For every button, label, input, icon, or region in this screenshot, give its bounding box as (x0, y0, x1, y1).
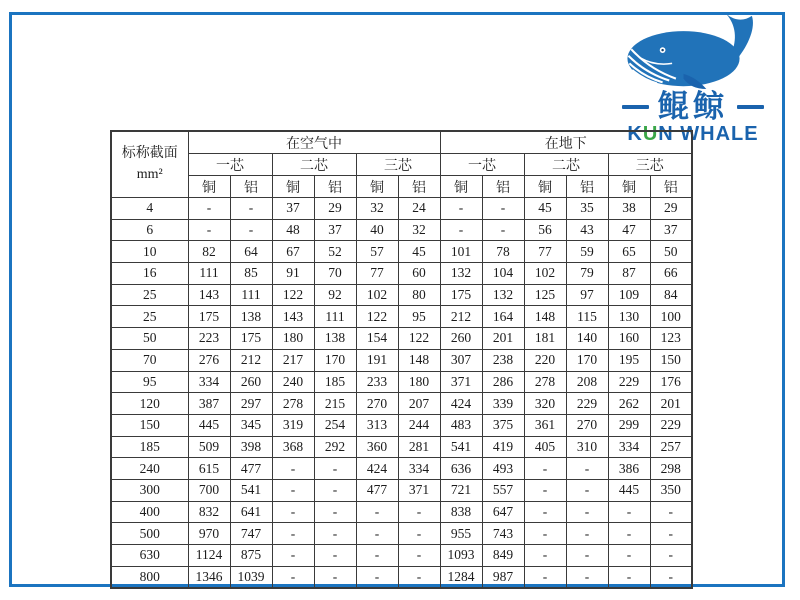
value-cell: - (398, 523, 440, 545)
table-row (111, 545, 692, 567)
logo-right-dash (737, 105, 764, 109)
value-cell: 970 (188, 523, 230, 545)
value-cell: 298 (650, 458, 692, 480)
value-cell: 148 (398, 349, 440, 371)
value-cell: 180 (272, 328, 314, 350)
header-row-groups (111, 131, 692, 154)
value-cell: 360 (356, 436, 398, 458)
value-cell: 185 (314, 371, 356, 393)
value-cell: 278 (272, 393, 314, 415)
value-cell: - (482, 219, 524, 241)
size-cell: 400 (111, 501, 188, 523)
value-cell: 419 (482, 436, 524, 458)
material-header: 铜 (356, 176, 398, 198)
value-cell: 150 (650, 349, 692, 371)
core-header: 一芯 (188, 154, 272, 176)
value-cell: - (608, 523, 650, 545)
value-cell: 100 (650, 306, 692, 328)
value-cell: 195 (608, 349, 650, 371)
value-cell: - (356, 501, 398, 523)
value-cell: 148 (524, 306, 566, 328)
value-cell: 350 (650, 479, 692, 501)
value-cell: 270 (356, 393, 398, 415)
value-cell: - (314, 523, 356, 545)
value-cell: 111 (188, 263, 230, 285)
value-cell: 102 (524, 263, 566, 285)
table-row (111, 523, 692, 545)
table-row (111, 219, 692, 241)
material-header: 铝 (398, 176, 440, 198)
value-cell: 636 (440, 458, 482, 480)
value-cell: - (398, 501, 440, 523)
value-cell: 47 (608, 219, 650, 241)
value-cell: - (524, 458, 566, 480)
core-header: 二芯 (524, 154, 608, 176)
value-cell: - (398, 545, 440, 567)
logo-en-u: U (642, 123, 659, 145)
value-cell: 138 (314, 328, 356, 350)
value-cell: 223 (188, 328, 230, 350)
value-cell: 77 (356, 263, 398, 285)
value-cell: 132 (482, 284, 524, 306)
size-cell: 50 (111, 328, 188, 350)
value-cell: 170 (566, 349, 608, 371)
material-header: 铜 (440, 176, 482, 198)
value-cell: - (356, 523, 398, 545)
value-cell: 445 (188, 414, 230, 436)
value-cell: - (272, 501, 314, 523)
size-cell: 150 (111, 414, 188, 436)
value-cell: 747 (230, 523, 272, 545)
value-cell: 85 (230, 263, 272, 285)
value-cell: 445 (608, 479, 650, 501)
value-cell: 313 (356, 414, 398, 436)
value-cell: 65 (608, 241, 650, 263)
core-header: 三芯 (356, 154, 440, 176)
value-cell: 32 (398, 219, 440, 241)
material-header: 铝 (650, 176, 692, 198)
value-cell: - (356, 566, 398, 588)
value-cell: 29 (314, 198, 356, 220)
value-cell: - (482, 198, 524, 220)
value-cell: 57 (356, 241, 398, 263)
size-cell: 630 (111, 545, 188, 567)
size-cell: 120 (111, 393, 188, 415)
value-cell: 160 (608, 328, 650, 350)
value-cell: 220 (524, 349, 566, 371)
value-cell: 132 (440, 263, 482, 285)
value-cell: 260 (440, 328, 482, 350)
material-header: 铝 (314, 176, 356, 198)
value-cell: 493 (482, 458, 524, 480)
value-cell: 424 (440, 393, 482, 415)
value-cell: 215 (314, 393, 356, 415)
group-header-underground: 在地下 (440, 131, 692, 154)
value-cell: - (272, 479, 314, 501)
value-cell: 40 (356, 219, 398, 241)
value-cell: 37 (272, 198, 314, 220)
value-cell: 59 (566, 241, 608, 263)
value-cell: 339 (482, 393, 524, 415)
value-cell: - (608, 501, 650, 523)
ampacity-table (110, 130, 693, 589)
value-cell: - (440, 198, 482, 220)
value-cell: 398 (230, 436, 272, 458)
value-cell: 29 (650, 198, 692, 220)
value-cell: - (188, 219, 230, 241)
value-cell: 37 (314, 219, 356, 241)
value-cell: 700 (188, 479, 230, 501)
value-cell: 164 (482, 306, 524, 328)
size-column-header (111, 131, 188, 198)
value-cell: 281 (398, 436, 440, 458)
value-cell: 483 (440, 414, 482, 436)
value-cell: 721 (440, 479, 482, 501)
value-cell: 238 (482, 349, 524, 371)
value-cell: - (314, 545, 356, 567)
value-cell: - (272, 566, 314, 588)
value-cell: 180 (398, 371, 440, 393)
value-cell: 424 (356, 458, 398, 480)
value-cell: 122 (272, 284, 314, 306)
value-cell: 104 (482, 263, 524, 285)
value-cell: 849 (482, 545, 524, 567)
value-cell: 97 (566, 284, 608, 306)
value-cell: 201 (482, 328, 524, 350)
table-row (111, 566, 692, 588)
material-header: 铜 (608, 176, 650, 198)
value-cell: 1346 (188, 566, 230, 588)
table-row (111, 371, 692, 393)
value-cell: 95 (398, 306, 440, 328)
table-row (111, 328, 692, 350)
value-cell: 292 (314, 436, 356, 458)
material-header: 铝 (482, 176, 524, 198)
value-cell: - (566, 566, 608, 588)
value-cell: - (314, 566, 356, 588)
value-cell: 123 (650, 328, 692, 350)
value-cell: 987 (482, 566, 524, 588)
material-header: 铝 (566, 176, 608, 198)
value-cell: 109 (608, 284, 650, 306)
table-row (111, 393, 692, 415)
value-cell: 387 (188, 393, 230, 415)
value-cell: 743 (482, 523, 524, 545)
size-header-unit: mm² (136, 166, 163, 182)
table-body (111, 198, 692, 589)
value-cell: 405 (524, 436, 566, 458)
value-cell: 229 (650, 414, 692, 436)
value-cell: 37 (650, 219, 692, 241)
value-cell: 91 (272, 263, 314, 285)
core-header: 三芯 (608, 154, 692, 176)
value-cell: 386 (608, 458, 650, 480)
table-row (111, 241, 692, 263)
logo-chinese-row (622, 91, 764, 122)
value-cell: 92 (314, 284, 356, 306)
size-cell: 800 (111, 566, 188, 588)
logo (600, 10, 786, 145)
value-cell: - (608, 566, 650, 588)
value-cell: - (314, 501, 356, 523)
value-cell: 541 (230, 479, 272, 501)
size-cell: 6 (111, 219, 188, 241)
value-cell: 111 (314, 306, 356, 328)
table-row (111, 501, 692, 523)
value-cell: 1093 (440, 545, 482, 567)
size-cell: 185 (111, 436, 188, 458)
header-row-cores (111, 154, 692, 176)
size-cell: 25 (111, 284, 188, 306)
value-cell: - (524, 479, 566, 501)
value-cell: 207 (398, 393, 440, 415)
value-cell: 477 (230, 458, 272, 480)
value-cell: - (440, 219, 482, 241)
value-cell: 45 (524, 198, 566, 220)
value-cell: - (524, 501, 566, 523)
value-cell: 32 (356, 198, 398, 220)
value-cell: - (608, 545, 650, 567)
value-cell: - (272, 458, 314, 480)
value-cell: 334 (188, 371, 230, 393)
value-cell: 233 (356, 371, 398, 393)
value-cell: 201 (650, 393, 692, 415)
size-cell: 25 (111, 306, 188, 328)
value-cell: 615 (188, 458, 230, 480)
value-cell: 254 (314, 414, 356, 436)
value-cell: - (524, 545, 566, 567)
value-cell: 45 (398, 241, 440, 263)
value-cell: 371 (440, 371, 482, 393)
value-cell: 955 (440, 523, 482, 545)
value-cell: 1284 (440, 566, 482, 588)
value-cell: 345 (230, 414, 272, 436)
value-cell: 319 (272, 414, 314, 436)
value-cell: 557 (482, 479, 524, 501)
value-cell: - (230, 219, 272, 241)
value-cell: - (650, 566, 692, 588)
value-cell: 70 (314, 263, 356, 285)
value-cell: - (650, 501, 692, 523)
table-row (111, 263, 692, 285)
value-cell: 477 (356, 479, 398, 501)
core-header: 二芯 (272, 154, 356, 176)
table-row (111, 306, 692, 328)
value-cell: 191 (356, 349, 398, 371)
value-cell: 375 (482, 414, 524, 436)
value-cell: 541 (440, 436, 482, 458)
size-cell: 500 (111, 523, 188, 545)
value-cell: - (272, 545, 314, 567)
core-header: 一芯 (440, 154, 524, 176)
material-header: 铝 (230, 176, 272, 198)
value-cell: - (566, 458, 608, 480)
value-cell: 832 (188, 501, 230, 523)
logo-left-dash (622, 105, 649, 109)
value-cell: 84 (650, 284, 692, 306)
value-cell: 297 (230, 393, 272, 415)
value-cell: 244 (398, 414, 440, 436)
value-cell: 77 (524, 241, 566, 263)
value-cell: 43 (566, 219, 608, 241)
value-cell: 66 (650, 263, 692, 285)
value-cell: - (230, 198, 272, 220)
table-row (111, 436, 692, 458)
value-cell: - (650, 523, 692, 545)
value-cell: - (524, 523, 566, 545)
value-cell: 270 (566, 414, 608, 436)
value-cell: 641 (230, 501, 272, 523)
value-cell: 371 (398, 479, 440, 501)
value-cell: 368 (272, 436, 314, 458)
value-cell: - (524, 566, 566, 588)
value-cell: 122 (356, 306, 398, 328)
value-cell: 125 (524, 284, 566, 306)
value-cell: 1039 (230, 566, 272, 588)
value-cell: - (566, 523, 608, 545)
value-cell: 229 (608, 371, 650, 393)
value-cell: 286 (482, 371, 524, 393)
value-cell: 320 (524, 393, 566, 415)
value-cell: 229 (566, 393, 608, 415)
value-cell: 24 (398, 198, 440, 220)
value-cell: 35 (566, 198, 608, 220)
value-cell: 101 (440, 241, 482, 263)
value-cell: 67 (272, 241, 314, 263)
table-row (111, 414, 692, 436)
size-cell: 95 (111, 371, 188, 393)
value-cell: 115 (566, 306, 608, 328)
value-cell: 361 (524, 414, 566, 436)
value-cell: 217 (272, 349, 314, 371)
value-cell: 170 (314, 349, 356, 371)
value-cell: - (356, 545, 398, 567)
value-cell: 334 (608, 436, 650, 458)
value-cell: 509 (188, 436, 230, 458)
value-cell: 52 (314, 241, 356, 263)
value-cell: 176 (650, 371, 692, 393)
value-cell: 334 (398, 458, 440, 480)
value-cell: 138 (230, 306, 272, 328)
value-cell: 181 (524, 328, 566, 350)
logo-chinese-name: 鲲鲸 (658, 89, 728, 124)
value-cell: 143 (272, 306, 314, 328)
value-cell: 212 (230, 349, 272, 371)
size-cell: 10 (111, 241, 188, 263)
whale-icon (617, 10, 769, 94)
material-header: 铜 (188, 176, 230, 198)
value-cell: - (314, 458, 356, 480)
table-row (111, 458, 692, 480)
value-cell: 240 (272, 371, 314, 393)
size-cell: 70 (111, 349, 188, 371)
value-cell: - (650, 545, 692, 567)
value-cell: 80 (398, 284, 440, 306)
value-cell: 60 (398, 263, 440, 285)
logo-en-k: K (627, 123, 643, 145)
value-cell: 647 (482, 501, 524, 523)
value-cell: 102 (356, 284, 398, 306)
value-cell: 78 (482, 241, 524, 263)
value-cell: - (188, 198, 230, 220)
value-cell: 82 (188, 241, 230, 263)
value-cell: 87 (608, 263, 650, 285)
value-cell: 79 (566, 263, 608, 285)
value-cell: 257 (650, 436, 692, 458)
value-cell: - (566, 545, 608, 567)
value-cell: 50 (650, 241, 692, 263)
value-cell: 111 (230, 284, 272, 306)
value-cell: 1124 (188, 545, 230, 567)
value-cell: 307 (440, 349, 482, 371)
size-cell: 16 (111, 263, 188, 285)
size-header-label: 标称截面 (121, 146, 178, 162)
value-cell: 154 (356, 328, 398, 350)
value-cell: 262 (608, 393, 650, 415)
value-cell: 212 (440, 306, 482, 328)
size-cell: 240 (111, 458, 188, 480)
value-cell: - (314, 479, 356, 501)
logo-en-rest: N WHALE (658, 123, 759, 145)
material-header: 铜 (272, 176, 314, 198)
group-header-in-air: 在空气中 (188, 131, 440, 154)
value-cell: - (566, 501, 608, 523)
size-cell: 300 (111, 479, 188, 501)
material-header: 铜 (524, 176, 566, 198)
value-cell: - (398, 566, 440, 588)
header-row-materials (111, 176, 692, 198)
value-cell: 278 (524, 371, 566, 393)
value-cell: 875 (230, 545, 272, 567)
table-row (111, 479, 692, 501)
value-cell: 64 (230, 241, 272, 263)
value-cell: - (272, 523, 314, 545)
value-cell: - (566, 479, 608, 501)
value-cell: 276 (188, 349, 230, 371)
table-row (111, 198, 692, 220)
table-row (111, 349, 692, 371)
value-cell: 175 (188, 306, 230, 328)
value-cell: 299 (608, 414, 650, 436)
value-cell: 260 (230, 371, 272, 393)
value-cell: 838 (440, 501, 482, 523)
value-cell: 56 (524, 219, 566, 241)
value-cell: 175 (230, 328, 272, 350)
value-cell: 140 (566, 328, 608, 350)
value-cell: 310 (566, 436, 608, 458)
size-cell: 4 (111, 198, 188, 220)
value-cell: 122 (398, 328, 440, 350)
value-cell: 175 (440, 284, 482, 306)
value-cell: 48 (272, 219, 314, 241)
value-cell: 38 (608, 198, 650, 220)
value-cell: 143 (188, 284, 230, 306)
value-cell: 130 (608, 306, 650, 328)
value-cell: 208 (566, 371, 608, 393)
table-row (111, 284, 692, 306)
